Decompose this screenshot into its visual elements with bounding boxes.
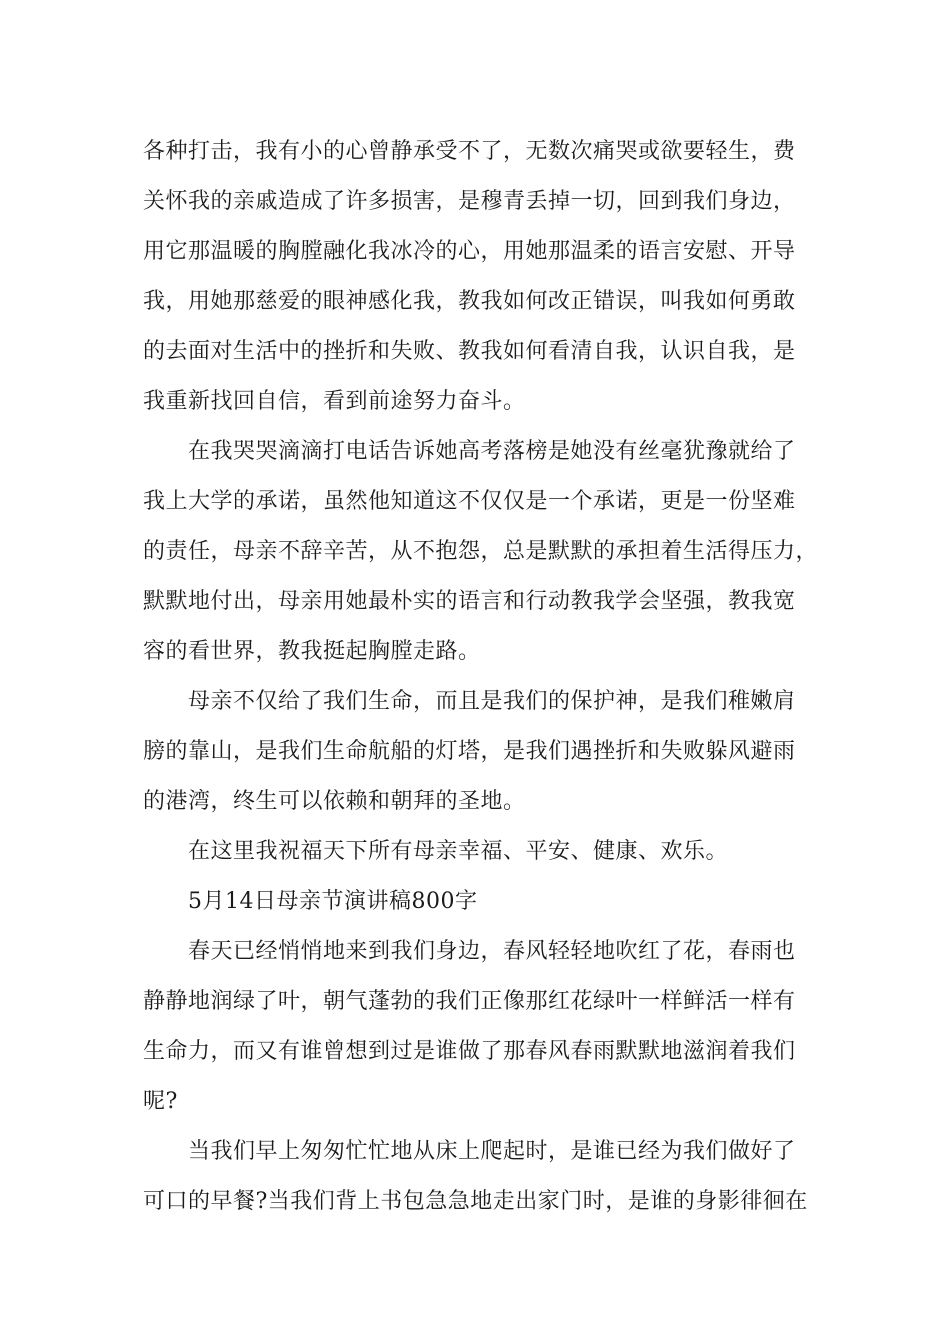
text-line: 的去面对生活中的挫折和失败、教我如何看清自我，认识自我，是	[143, 339, 796, 364]
text-line: 我，用她那慈爱的眼神感化我，教我如何改正错误，叫我如何勇敢	[143, 289, 796, 314]
text-line: 容的看世界，教我挺起胸膛走路。	[143, 639, 481, 664]
text-line: 关怀我的亲戚造成了许多损害，是穆青丢掉一切，回到我们身边，	[143, 189, 796, 214]
paragraph-first-line: 在这里我祝福天下所有母亲幸福、平安、健康、欢乐。	[188, 839, 729, 864]
text-line: 的责任，母亲不辞辛苦，从不抱怨，总是默默的承担着生活得压力，	[143, 539, 819, 564]
paragraph-first-line: 母亲不仅给了我们生命，而且是我们的保护神，是我们稚嫩肩	[188, 689, 796, 714]
text-line: 呢?	[143, 1089, 178, 1114]
text-line: 的港湾，终生可以依赖和朝拜的圣地。	[143, 789, 526, 814]
document-body	[143, 127, 823, 1227]
text-line: 我重新找回自信，看到前途努力奋斗。	[143, 389, 526, 414]
text-line: 各种打击，我有小的心曾静承受不了，无数次痛哭或欲要轻生，费	[143, 139, 796, 164]
paragraph-first-line: 当我们早上匆匆忙忙地从床上爬起时，是谁已经为我们做好了	[188, 1139, 796, 1164]
text-line: 用它那温暖的胸膛融化我冰冷的心，用她那温柔的语言安慰、开导	[143, 239, 796, 264]
paragraph-first-line: 春天已经悄悄地来到我们身边，春风轻轻地吹红了花，春雨也	[188, 939, 796, 964]
text-line: 静静地润绿了叶，朝气蓬勃的我们正像那红花绿叶一样鲜活一样有	[143, 989, 796, 1014]
text-line: 我上大学的承诺，虽然他知道这不仅仅是一个承诺，更是一份坚难	[143, 489, 796, 514]
section-heading: 5月14日母亲节演讲稿800字	[188, 889, 478, 914]
text-line: 默默地付出，母亲用她最朴实的语言和行动教我学会坚强，教我宽	[143, 589, 796, 614]
text-line: 膀的靠山，是我们生命航船的灯塔，是我们遇挫折和失败躲风避雨	[143, 739, 796, 764]
paragraph-first-line: 在我哭哭滴滴打电话告诉她高考落榜是她没有丝毫犹豫就给了	[188, 439, 796, 464]
text-line: 生命力，而又有谁曾想到过是谁做了那春风春雨默默地滋润着我们	[143, 1039, 796, 1064]
text-line: 可口的早餐?当我们背上书包急急地走出家门时，是谁的身影徘徊在	[143, 1189, 808, 1214]
